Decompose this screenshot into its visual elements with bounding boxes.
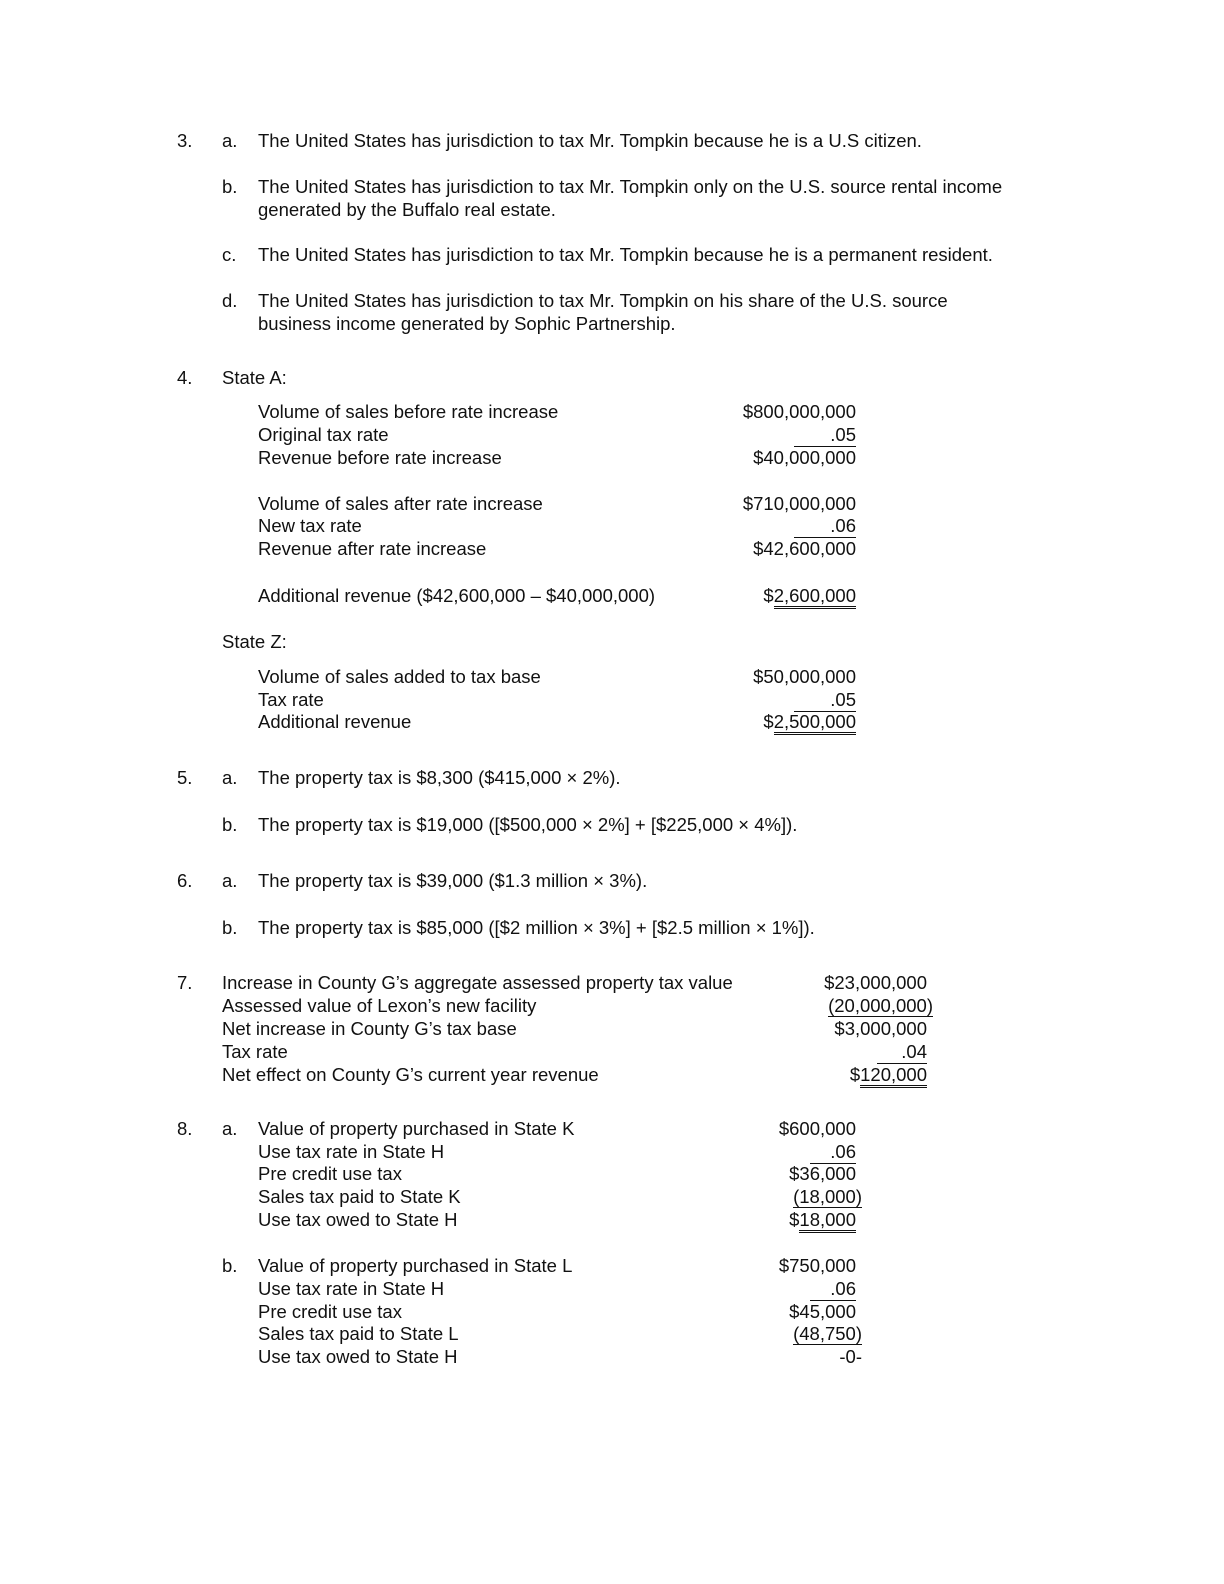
q8b-row-value: .06 — [810, 1277, 856, 1301]
q7-row-value: $3,000,000 — [834, 1018, 927, 1039]
q8a-total-value: 18,000 — [799, 1209, 856, 1233]
q8b-row-value: -0- — [839, 1346, 862, 1367]
q3d-line1: The United States has jurisdiction to tax Mr. Tompkin on his share of the U.S. source — [258, 290, 948, 311]
q8a-row-label: Use tax rate in State H — [258, 1141, 445, 1162]
q4z-total — [763, 710, 856, 733]
q4a-row-value: .05 — [794, 423, 856, 447]
q7-row-label: Net increase in County G’s tax base — [222, 1018, 517, 1039]
question-4-number: 4. — [177, 367, 193, 388]
q8a-row-value-text: (18,000) — [793, 1186, 862, 1207]
q4a-row-label: Revenue before rate increase — [258, 447, 502, 468]
q4a-row-value: $40,000,000 — [753, 447, 856, 468]
question-7-number: 7. — [177, 972, 193, 993]
q4a-total — [763, 584, 856, 607]
q4a-row-value: $710,000,000 — [742, 493, 856, 514]
q4a-row-value: $42,600,000 — [753, 538, 856, 559]
q4a-row-label: New tax rate — [258, 515, 362, 536]
q4a-total-prefix: $ — [763, 585, 774, 606]
q4z-row-label: Volume of sales added to tax base — [258, 666, 541, 687]
q4a-row-label: Additional revenue ($42,600,000 – $40,000,000) — [258, 585, 656, 606]
q6b-text: The property tax is $85,000 ([$2 million × 3%] + [$2.5 million × 1%]). — [258, 917, 815, 938]
q8a-row-value — [793, 1185, 862, 1208]
q3b-letter: b. — [222, 176, 238, 197]
q8a-row-value: $600,000 — [778, 1118, 856, 1139]
q8b-row-value-text: (48,750) — [793, 1323, 862, 1344]
q8b-row-label: Use tax owed to State H — [258, 1346, 458, 1367]
q3d-letter: d. — [222, 290, 238, 311]
q4-state-a-heading: State A: — [222, 367, 287, 388]
q5a-letter: a. — [222, 767, 238, 788]
q8b-row-label: Value of property purchased in State L — [258, 1255, 573, 1276]
q4z-row-label: Additional revenue — [258, 711, 412, 732]
q8a-row-value: .06 — [810, 1140, 856, 1164]
q8b-letter: b. — [222, 1255, 238, 1276]
q4a-row-label: Original tax rate — [258, 424, 389, 445]
question-3-number: 3. — [177, 130, 193, 151]
q8a-row-label: Pre credit use tax — [258, 1163, 402, 1184]
q4-state-z-heading: State Z: — [222, 631, 287, 652]
q4a-total-value: 2,600,000 — [774, 585, 856, 609]
q3b-line1: The United States has jurisdiction to tax Mr. Tompkin only on the U.S. source rental income — [258, 176, 1003, 197]
question-5-number: 5. — [177, 767, 193, 788]
q7-total — [850, 1063, 927, 1086]
q3d-line2: business income generated by Sophic Partnership. — [258, 313, 676, 334]
q5b-text: The property tax is $19,000 ([$500,000 × 2%] + [$225,000 × 4%]). — [258, 814, 798, 835]
q8a-row-label: Use tax owed to State H — [258, 1209, 458, 1230]
q4a-row-value: $800,000,000 — [742, 401, 856, 422]
q8a-row-label: Value of property purchased in State K — [258, 1118, 575, 1139]
q7-row-label: Net effect on County G’s current year revenue — [222, 1064, 599, 1085]
q8b-row-value: $45,000 — [789, 1301, 856, 1322]
q6b-letter: b. — [222, 917, 238, 938]
q7-total-prefix: $ — [849, 1064, 861, 1085]
q4a-row-label: Volume of sales before rate increase — [258, 401, 559, 422]
q7-row-value: .04 — [877, 1040, 927, 1064]
q7-row-label: Assessed value of Lexon’s new facility — [222, 995, 537, 1016]
q8b-row-label: Use tax rate in State H — [258, 1278, 445, 1299]
q4a-row-label: Revenue after rate increase — [258, 538, 487, 559]
q4z-row-value: .05 — [794, 688, 856, 712]
q3c-text: The United States has jurisdiction to tax Mr. Tompkin because he is a permanent resident. — [258, 244, 993, 265]
q8b-row-value: $750,000 — [778, 1255, 856, 1276]
q7-row-value-text: (20,000,000) — [828, 995, 933, 1016]
q7-row-value — [828, 994, 933, 1017]
q4z-row-value: $50,000,000 — [753, 666, 856, 687]
q5b-letter: b. — [222, 814, 238, 835]
q4z-row-label: Tax rate — [258, 689, 324, 710]
q8b-row-label: Sales tax paid to State L — [258, 1323, 459, 1344]
q4z-total-prefix: $ — [763, 711, 774, 732]
q8a-total — [789, 1208, 856, 1231]
q8a-total-prefix: $ — [789, 1209, 800, 1230]
q8a-row-value: $36,000 — [789, 1163, 856, 1184]
q3a-letter: a. — [222, 130, 238, 151]
q4a-row-value: .06 — [794, 514, 856, 538]
q7-row-value: $23,000,000 — [824, 972, 927, 993]
q8b-row-value — [793, 1322, 862, 1345]
q4z-total-value: 2,500,000 — [774, 711, 856, 735]
q7-row-label: Increase in County G’s aggregate assessed property tax value — [222, 972, 733, 993]
q8a-letter: a. — [222, 1118, 238, 1139]
question-8-number: 8. — [177, 1118, 193, 1139]
q6a-text: The property tax is $39,000 ($1.3 million × 3%). — [258, 870, 648, 891]
q8a-row-label: Sales tax paid to State K — [258, 1186, 461, 1207]
q3c-letter: c. — [222, 244, 237, 265]
q6a-letter: a. — [222, 870, 238, 891]
q7-row-label: Tax rate — [222, 1041, 288, 1062]
q7-total-value: 120,000 — [860, 1064, 927, 1088]
q3b-line2: generated by the Buffalo real estate. — [258, 199, 556, 220]
q5a-text: The property tax is $8,300 ($415,000 × 2%). — [258, 767, 621, 788]
q8b-row-label: Pre credit use tax — [258, 1301, 402, 1322]
q4a-row-label: Volume of sales after rate increase — [258, 493, 543, 514]
q3a-text: The United States has jurisdiction to tax Mr. Tompkin because he is a U.S citizen. — [258, 130, 922, 151]
question-6-number: 6. — [177, 870, 193, 891]
